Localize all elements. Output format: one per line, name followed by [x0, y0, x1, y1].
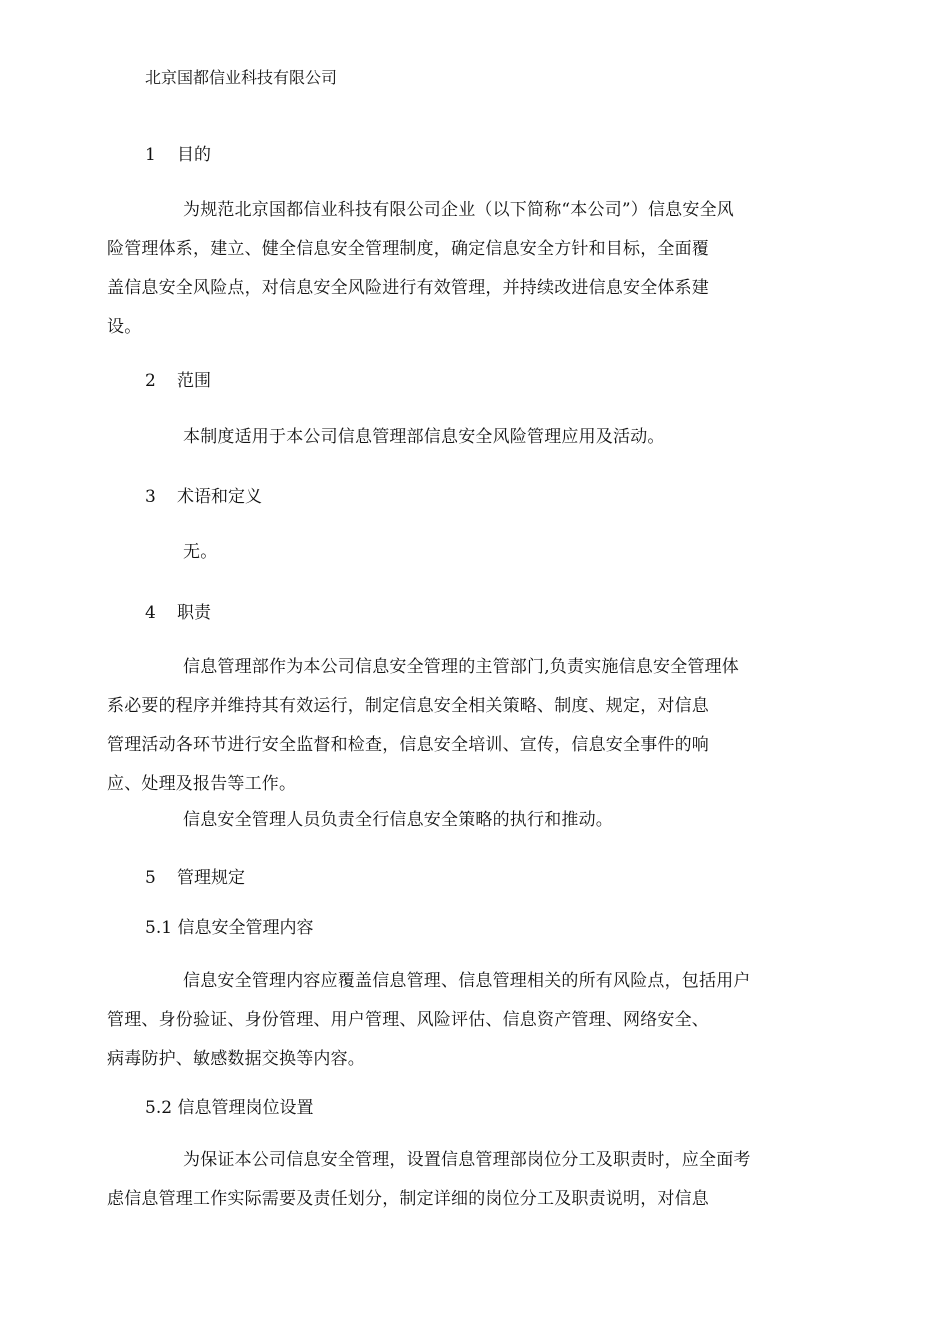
subsection-heading-5-2: 5.2 信息管理岗位设置: [145, 1098, 314, 1118]
paragraph-line: 信息管理部作为本公司信息安全管理的主管部门,负责实施信息安全管理体: [183, 657, 740, 677]
section-title: 目的: [177, 145, 211, 165]
section-heading-1: [145, 140, 807, 170]
paragraph-line: 信息安全管理内容应覆盖信息管理、信息管理相关的所有风险点，包括用户: [183, 971, 751, 991]
section-number: 5: [145, 868, 156, 888]
paragraph-line: 险管理体系，建立、健全信息安全管理制度，确定信息安全方针和目标，全面覆: [107, 239, 709, 259]
paragraph-position-setup: [107, 1141, 807, 1219]
section-heading-3: [145, 482, 807, 512]
section-heading-5: [145, 863, 807, 893]
paragraph-line: 病毒防护、敏感数据交换等内容。: [107, 1049, 365, 1069]
paragraph-security-content: [107, 962, 807, 1079]
paragraph-purpose: [107, 191, 807, 347]
paragraph-line: 盖信息安全风险点，对信息安全风险进行有效管理，并持续改进信息安全体系建: [107, 278, 709, 298]
section-title: 术语和定义: [177, 487, 262, 507]
section-number: 1: [145, 145, 156, 165]
paragraph-line: 设。: [107, 317, 142, 337]
paragraph-line: 管理活动各环节进行安全监督和检查，信息安全培训、宣传，信息安全事件的响: [107, 735, 709, 755]
paragraph-terms: [145, 533, 807, 572]
section-number: 2: [145, 371, 156, 391]
subsection-heading-5-1: 5.1 信息安全管理内容: [145, 918, 314, 938]
paragraph-line: 无。: [183, 542, 218, 562]
paragraph-line: 管理、身份验证、身份管理、用户管理、风险评估、信息资产管理、网络安全、: [107, 1010, 709, 1030]
paragraph-line: 为保证本公司信息安全管理，设置信息管理部岗位分工及职责时，应全面考: [183, 1150, 751, 1170]
section-title: 职责: [177, 603, 211, 623]
paragraph-responsibility-1: [107, 648, 807, 804]
paragraph-line: 本制度适用于本公司信息管理部信息安全风险管理应用及活动。: [183, 427, 665, 447]
page-header-company: 北京国都信业科技有限公司: [145, 68, 338, 87]
paragraph-line: 虑信息管理工作实际需要及责任划分，制定详细的岗位分工及职责说明，对信息: [107, 1189, 709, 1209]
section-number: 3: [145, 487, 156, 507]
paragraph-scope: [145, 418, 807, 457]
section-heading-2: [145, 366, 807, 396]
section-heading-4: [145, 598, 807, 628]
paragraph-line: 应、处理及报告等工作。: [107, 774, 297, 794]
paragraph-line: 系必要的程序并维持其有效运行，制定信息安全相关策略、制度、规定，对信息: [107, 696, 709, 716]
section-number: 4: [145, 603, 156, 623]
paragraph-line: 信息安全管理人员负责全行信息安全策略的执行和推动。: [183, 810, 613, 830]
paragraph-responsibility-2: [145, 801, 807, 840]
section-title: 范围: [177, 371, 211, 391]
section-title: 管理规定: [177, 868, 245, 888]
paragraph-line: 为规范北京国都信业科技有限公司企业（以下简称“本公司”）信息安全风: [183, 200, 734, 220]
